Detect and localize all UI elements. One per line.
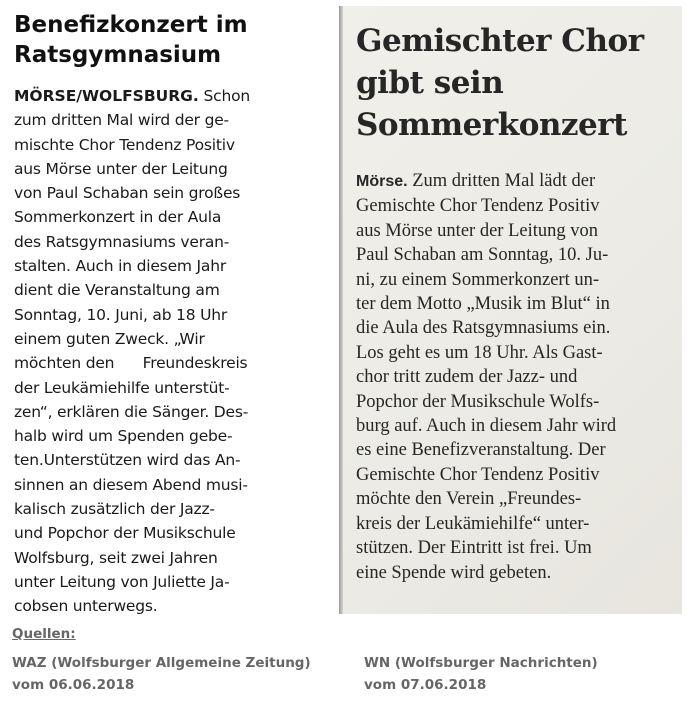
- waz-line: kalisch zusätzlich der Jazz-: [14, 500, 215, 519]
- waz-line: ten.Unterstützen wird das An-: [14, 451, 241, 470]
- wn-article-clipping: [339, 6, 682, 614]
- wn-line: die Aula des Ratsgymnasiums ein.: [356, 318, 611, 339]
- waz-line: halb wird um Spenden gebe-: [14, 427, 233, 446]
- clipping-edge-shadow: [339, 6, 343, 614]
- source-wn: [364, 652, 598, 696]
- source-wn-date: vom 07.06.2018: [364, 677, 487, 693]
- sources-heading: Quellen:: [12, 626, 76, 642]
- waz-line: Sonntag, 10. Juni, ab 18 Uhr: [14, 305, 228, 324]
- waz-line: stalten. Auch in diesem Jahr: [14, 257, 226, 276]
- wn-line: Los geht es um 18 Uhr. Als Gast-: [356, 342, 603, 363]
- wn-article-body: [356, 169, 616, 585]
- waz-line: Wolfsburg, seit zwei Jahren: [14, 548, 218, 567]
- wn-headline: [356, 20, 644, 146]
- waz-headline-line2: Ratsgymnasium: [14, 42, 222, 68]
- waz-line: sinnen an diesem Abend musi-: [14, 475, 248, 494]
- waz-line: Schon: [198, 87, 251, 105]
- wn-line: eine Spende wird gebeten.: [356, 562, 552, 583]
- wn-line: Gemischte Chor Tendenz Positiv: [356, 464, 600, 485]
- waz-line: dient die Veranstaltung am: [14, 281, 220, 300]
- waz-line: und Popchor der Musikschule: [14, 524, 236, 543]
- sources-section: [12, 626, 682, 698]
- wn-headline-line: Sommerkonzert: [356, 107, 627, 143]
- source-wn-name: WN (Wolfsburger Nachrichten): [364, 655, 598, 671]
- waz-line: möchten den Freundeskreis: [14, 354, 248, 373]
- waz-line: aus Mörse unter der Leitung: [14, 159, 228, 178]
- wn-line: ni, zu einem Sommerkonzert un-: [356, 269, 600, 290]
- wn-line: aus Mörse unter der Leitung von: [356, 220, 598, 241]
- waz-line: des Ratsgymnasiums veran-: [14, 232, 230, 251]
- wn-line: burg auf. Auch in diesem Jahr wird: [356, 416, 617, 437]
- source-waz: [12, 652, 311, 696]
- wn-headline-line: gibt sein: [356, 65, 504, 101]
- waz-line: einem guten Zweck. „Wir: [14, 329, 205, 348]
- wn-line: Popchor der Musikschule Wolfs-: [356, 391, 600, 412]
- waz-headline-line1: Benefizkonzert im: [14, 12, 248, 38]
- wn-line: möchte den Verein „Freundes-: [356, 489, 582, 510]
- wn-headline-line: Gemischter Chor: [356, 23, 644, 59]
- wn-line: kreis der Leukämiehilfe“ unter-: [356, 513, 590, 534]
- waz-line: der Leukämiehilfe unterstüt-: [14, 378, 230, 397]
- wn-dateline: Mörse.: [356, 173, 408, 190]
- waz-line: von Paul Schaban sein großes: [14, 184, 241, 203]
- waz-article-clipping: [0, 0, 335, 620]
- waz-headline: [14, 10, 248, 70]
- waz-article-body: [14, 84, 250, 619]
- waz-line: unter Leitung von Juliette Ja-: [14, 572, 230, 591]
- waz-line: mischte Chor Tendenz Positiv: [14, 135, 235, 154]
- waz-line: cobsen unterwegs.: [14, 597, 158, 616]
- wn-line: Zum dritten Mal lädt der: [407, 171, 596, 191]
- waz-line: zum dritten Mal wird der ge-: [14, 111, 229, 130]
- waz-dateline: MÖRSE/WOLFSBURG.: [14, 87, 199, 105]
- wn-line: Gemischte Chor Tendenz Positiv: [356, 196, 600, 217]
- wn-line: es eine Benefizveranstaltung. Der: [356, 440, 606, 461]
- waz-line: zen“, erklären die Sänger. Des-: [14, 402, 249, 421]
- source-waz-date: vom 06.06.2018: [12, 677, 135, 693]
- wn-line: Paul Schaban am Sonntag, 10. Ju-: [356, 245, 609, 266]
- wn-line: stützen. Der Eintritt ist frei. Um: [356, 538, 592, 559]
- waz-line: Sommerkonzert in der Aula: [14, 208, 222, 227]
- wn-line: ter dem Motto „Musik im Blut“ in: [356, 294, 610, 315]
- source-waz-name: WAZ (Wolfsburger Allgemeine Zeitung): [12, 655, 311, 671]
- wn-line: chor tritt zudem der Jazz- und: [356, 367, 578, 388]
